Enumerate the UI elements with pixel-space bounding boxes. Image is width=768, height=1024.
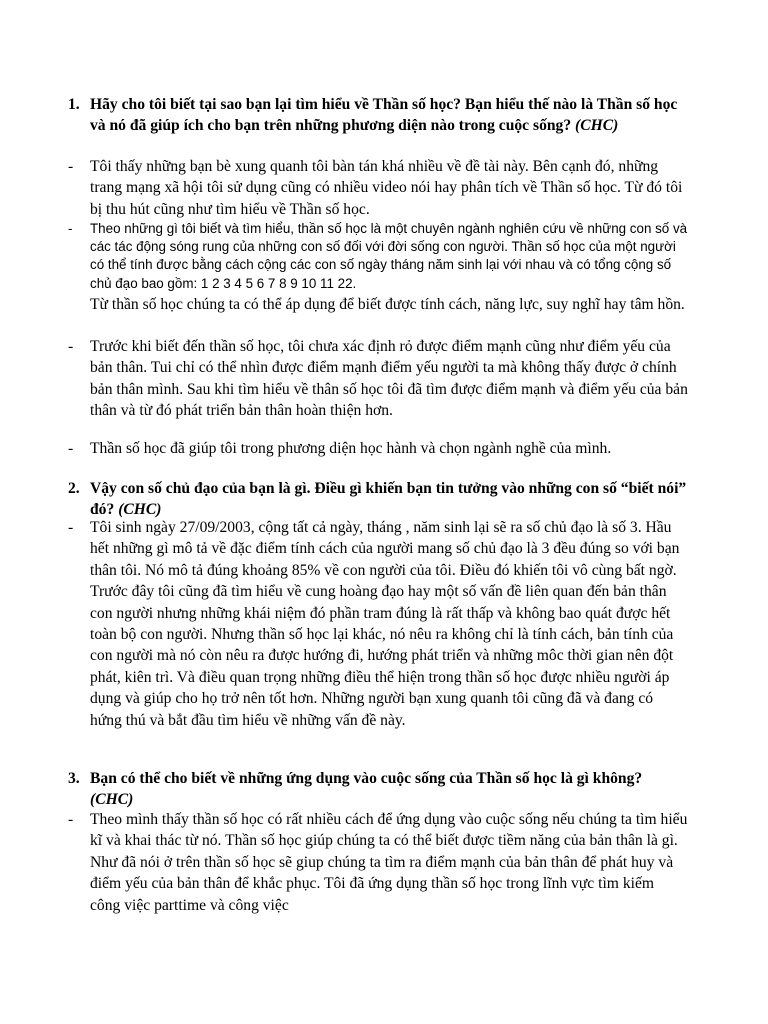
bullet-dash: - (68, 440, 74, 457)
question-number: 3. (68, 770, 80, 787)
question-3 (68, 768, 688, 811)
bullet-dash: - (68, 158, 74, 175)
answer-item (68, 220, 688, 293)
answer-text: Thần số học đã giúp tôi trong phương diện học hành và chọn ngành nghề của mình. (90, 440, 612, 457)
question-tag: (CHC) (575, 117, 619, 135)
answer-text: Theo những gì tôi biết và tìm hiểu, thần số học là một chuyên ngành nghiên cứu về những con số và các tác động sóng rung của những con số đối với đời sống con người. Thần số học của một người có thể tính được bằng cách cộng các con số ngày tháng năm sinh lại với nhau và có tổng cộng số chủ đạo bao gồm: 1 2 3 4 5 6 7 8 9 10 11 22. (90, 221, 688, 291)
answer-item (68, 517, 688, 731)
question-tag: (CHC) (118, 501, 162, 519)
question-text: Hãy cho tôi biết tại sao bạn lại tìm hiểu về Thần số học? Bạn hiểu thế nào là Thần số học và nó đã giúp ích cho bạn trên những phương diện nào trong cuộc sống? (90, 96, 678, 135)
answer-text: Trước khi biết đến thần số học, tôi chưa xác định rỏ được điểm mạnh cũng như điểm yếu của bản thân. Tui chỉ có thể nhìn được điểm mạnh điểm yếu người ta mà không thấy được ở chính bản thân mình. Sau khi tìm hiểu về thân số học tôi đã tìm được điểm mạnh và điểm yếu của bản thân và từ đó phát triển bản thân hoàn thiện hơn. (90, 338, 688, 420)
question-number: 1. (68, 96, 80, 113)
question-1 (68, 94, 688, 137)
bullet-dash: - (68, 221, 73, 236)
answer-text: Theo mình thấy thần số học có rất nhiều cách để ứng dụng vào cuộc sống nếu chúng ta tìm hiểu kĩ và khai thác từ nó. Thần số học giúp chúng ta có thể biết được tiềm năng của bản thân là gì. Như đã nói ở trên thần số học sẽ giup chúng ta tìm ra điểm mạnh của bản thân để phát huy và điểm yếu của bản thân để khắc phục. Tôi đã ứng dụng thần số học trong lĩnh vực tìm kiếm công việc parttime và công việc (90, 811, 688, 914)
bullet-dash: - (68, 338, 74, 355)
bullet-dash: - (68, 519, 74, 536)
answer-continuation (90, 294, 688, 315)
answer-item (68, 809, 688, 916)
question-2 (68, 478, 688, 521)
answer-text: Tôi thấy những bạn bè xung quanh tôi bàn tán khá nhiều về đề tài này. Bên cạnh đó, những trang mạng xã hội tôi sử dụng cũng có nhiều video nói hay phân tích về Thần số học. Từ đó tôi bị thu hút cũng như tìm hiểu về Thần số học. (90, 158, 683, 218)
answer-text: Tôi sinh ngày 27/09/2003, cộng tất cả ngày, tháng , năm sinh lại sẽ ra số chủ đạo là số 3. Hầu hết những gì mô tả về đặc điểm tính cách của người mang số chủ đạo là 3 đều đúng so với bạn thân tôi. Nó mô tả đúng khoảng 85% về con người của tôi. Điều đó khiến tôi vô cùng bất ngờ. Trước đây tôi cũng đã tìm hiểu về cung hoàng đạo hay một số vấn đề liên quan đến bản thân con người nhưng những khái niệm đó phần tram đúng là rất thấp và không bao quát được hết toàn bộ con người. Nhưng thần số học lại khác, nó nêu ra không chỉ là tính cách, bản tính của con người mà nó còn nêu ra được hướng đi, hướng phát triển và những môc thời gian nên đột phát, kiên trì. Và điều quan trọng những điều thể hiện trong thần số học được nhiều người áp dụng và giúp cho họ trở nên tốt hơn. Những người bạn xung quanh tôi cũng đã và đang có hứng thú và bắt đầu tìm hiểu về những vấn đề này. (90, 519, 680, 729)
answer-item (68, 156, 688, 220)
bullet-dash: - (68, 811, 74, 828)
question-text: Vậy con số chủ đạo của bạn là gì. Điều gì khiến bạn tin tưởng vào những con số “biết nói” đó? (90, 480, 687, 519)
question-text: Bạn có thể cho biết về những ứng dụng vào cuộc sống của Thần số học là gì không? (90, 770, 643, 787)
answer-item (68, 336, 688, 422)
question-tag: (CHC) (90, 791, 134, 809)
answer-text: Từ thần số học chúng ta có thể áp dụng để biết được tính cách, năng lực, suy nghĩ hay tâm hồn. (90, 296, 685, 313)
question-number: 2. (68, 480, 80, 497)
answer-item (68, 438, 688, 459)
